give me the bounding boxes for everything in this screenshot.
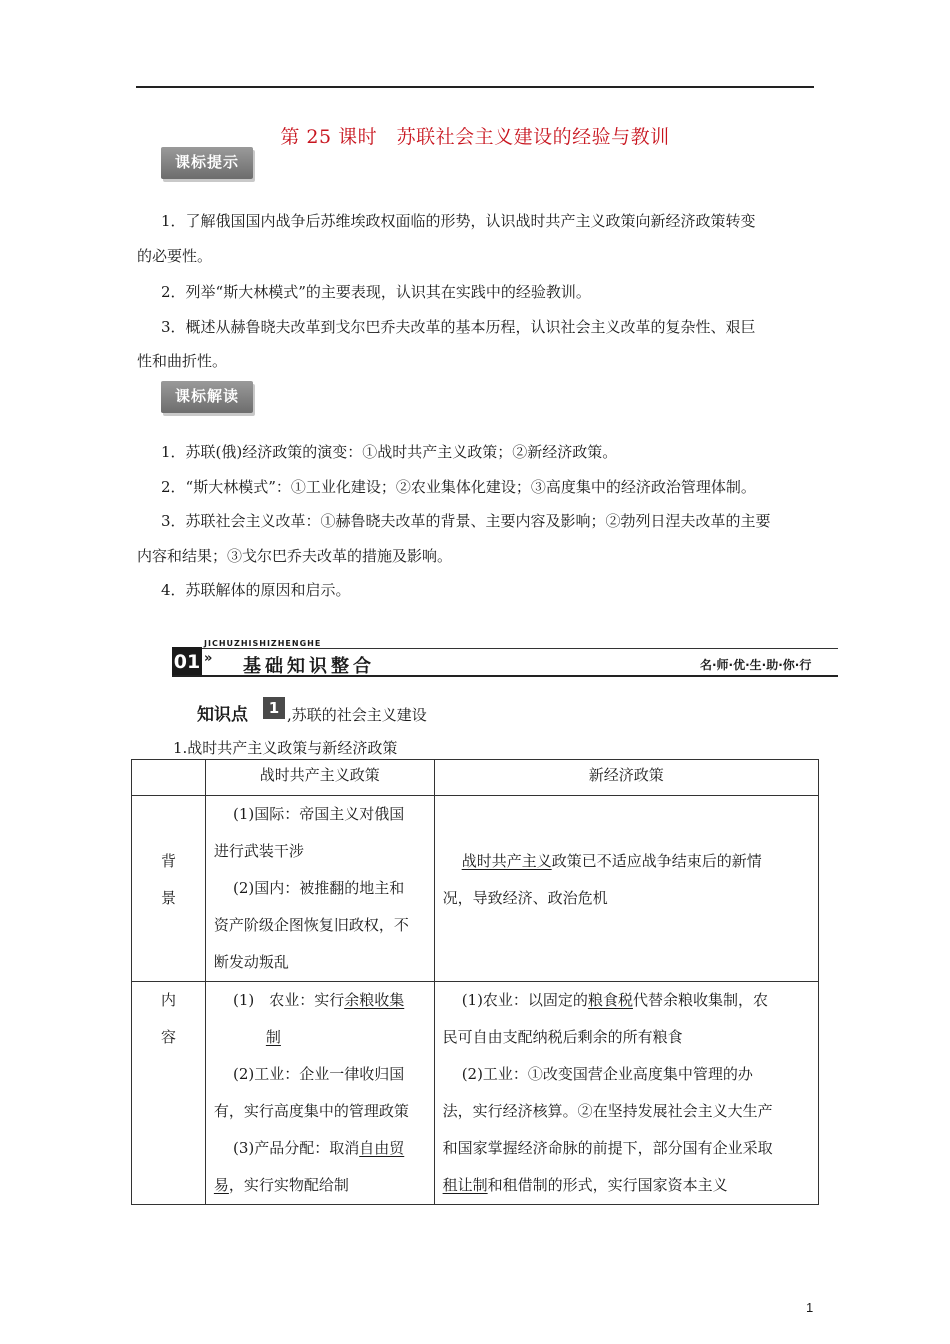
knowledge-point-title: ,苏联的社会主义建设 xyxy=(287,706,427,724)
row-label-content-2: 容 xyxy=(160,1028,176,1046)
war-background-line-4: 资产阶级企图恢复旧政权，不 xyxy=(213,916,409,934)
war-background-line-1: (1)国际：帝国主义对俄国 xyxy=(232,805,405,823)
table-header-row xyxy=(132,760,819,796)
table-row-background xyxy=(132,796,819,982)
war-background-line-2: 进行武装干涉 xyxy=(213,842,304,860)
row-label-background-2: 景 xyxy=(160,889,176,907)
war-background-line-3: (2)国内：被推翻的地主和 xyxy=(232,879,405,897)
nep-content-line-3: (2)工业：①改变国营企业高度集中管理的办 xyxy=(461,1065,753,1083)
nep-content-line-4: 法，实行经济核算。②在坚持发展社会主义大生产 xyxy=(442,1102,773,1120)
banner-bottom-rule xyxy=(172,675,838,677)
hint-item-2: 2．列举“斯大林模式”的主要表现，认识其在实践中的经验教训。 xyxy=(161,283,591,301)
table-row-content xyxy=(132,982,819,1205)
interpret-tag: 课标解读 xyxy=(161,381,253,413)
nep-content-line-2: 民可自由支配纳税后剩余的所有粮食 xyxy=(442,1028,683,1046)
hint-item-3-line2: 性和曲折性。 xyxy=(137,352,228,370)
hint-item-1-line2: 的必要性。 xyxy=(137,247,213,265)
war-content-line-1: (1) 农业：实行余粮收集 xyxy=(232,991,405,1009)
war-content-line-3: (2)工业：企业一律收归国 xyxy=(232,1065,405,1083)
knowledge-point-label: 知识点 xyxy=(197,705,248,725)
section-number-badge: 01 xyxy=(172,647,202,677)
hint-tag: 课标提示 xyxy=(161,147,253,179)
interpret-item-2: 2．“斯大林模式”：①工业化建设；②农业集体化建设；③高度集中的经济政治管理体制。 xyxy=(161,478,756,496)
interpret-item-3-line2: 内容和结果；③戈尔巴乔夫改革的措施及影响。 xyxy=(137,547,453,565)
nep-content-line-1: (1)农业：以固定的粮食税代替余粮收集制，农 xyxy=(461,991,768,1009)
nep-background-line-1: 战时共产主义政策已不适应战争结束后的新情 xyxy=(461,852,762,870)
row-label-content-1: 内 xyxy=(160,991,176,1009)
interpret-item-4: 4．苏联解体的原因和启示。 xyxy=(161,581,351,599)
banner-pinyin: JICHUZHISHIZHENGHE xyxy=(204,639,322,648)
war-background-line-5: 断发动叛乱 xyxy=(213,953,289,971)
interpret-item-3-line1: 3．苏联社会主义改革：①赫鲁晓夫改革的背景、主要内容及影响；②勃列日涅夫改革的主要 xyxy=(161,512,771,530)
interpret-item-1: 1．苏联(俄)经济政策的演变：①战时共产主义政策；②新经济政策。 xyxy=(161,443,618,461)
nep-content-line-5: 和国家掌握经济命脉的前提下，部分国有企业采取 xyxy=(442,1139,773,1157)
hint-item-3-line1: 3．概述从赫鲁晓夫改革到戈尔巴乔夫改革的基本历程，认识社会主义改革的复杂性、艰巨 xyxy=(161,318,756,336)
table-header-war-communism: 战时共产主义政策 xyxy=(205,760,434,796)
table-header-new-economic-policy: 新经济政策 xyxy=(434,760,818,796)
nep-content-line-6: 租让制和租借制的形式，实行国家资本主义 xyxy=(442,1176,728,1194)
hint-item-1-line1: 1．了解俄国国内战争后苏维埃政权面临的形势，认识战时共产主义政策向新经济政策转变 xyxy=(161,212,756,230)
war-content-line-2: 制 xyxy=(265,1028,281,1046)
table-caption: 1.战时共产主义政策与新经济政策 xyxy=(173,739,398,757)
war-content-line-5: (3)产品分配：取消自由贸 xyxy=(232,1139,405,1157)
underlined-term: 战时共产主义 xyxy=(461,852,552,870)
header-rule xyxy=(136,86,814,88)
row-label-background-1: 背 xyxy=(160,852,176,870)
section-slogan: 名·师·优·生·助·你·行 xyxy=(700,658,812,672)
chevron-right-icon: » xyxy=(204,651,213,666)
lesson-title: 第 25 课时 苏联社会主义建设的经验与教训 xyxy=(280,126,670,148)
knowledge-point-number: 1 xyxy=(263,697,285,719)
table-header-empty xyxy=(132,760,206,796)
nep-background-line-2: 况，导致经济、政治危机 xyxy=(442,889,608,907)
page-number: 1 xyxy=(806,1300,814,1315)
war-content-line-4: 有，实行高度集中的管理政策 xyxy=(213,1102,409,1120)
war-content-line-6: 易，实行实物配给制 xyxy=(213,1176,349,1194)
banner-top-rule xyxy=(172,648,838,649)
policy-comparison-table xyxy=(131,759,819,1205)
section-title: 基础知识整合 xyxy=(243,656,375,677)
